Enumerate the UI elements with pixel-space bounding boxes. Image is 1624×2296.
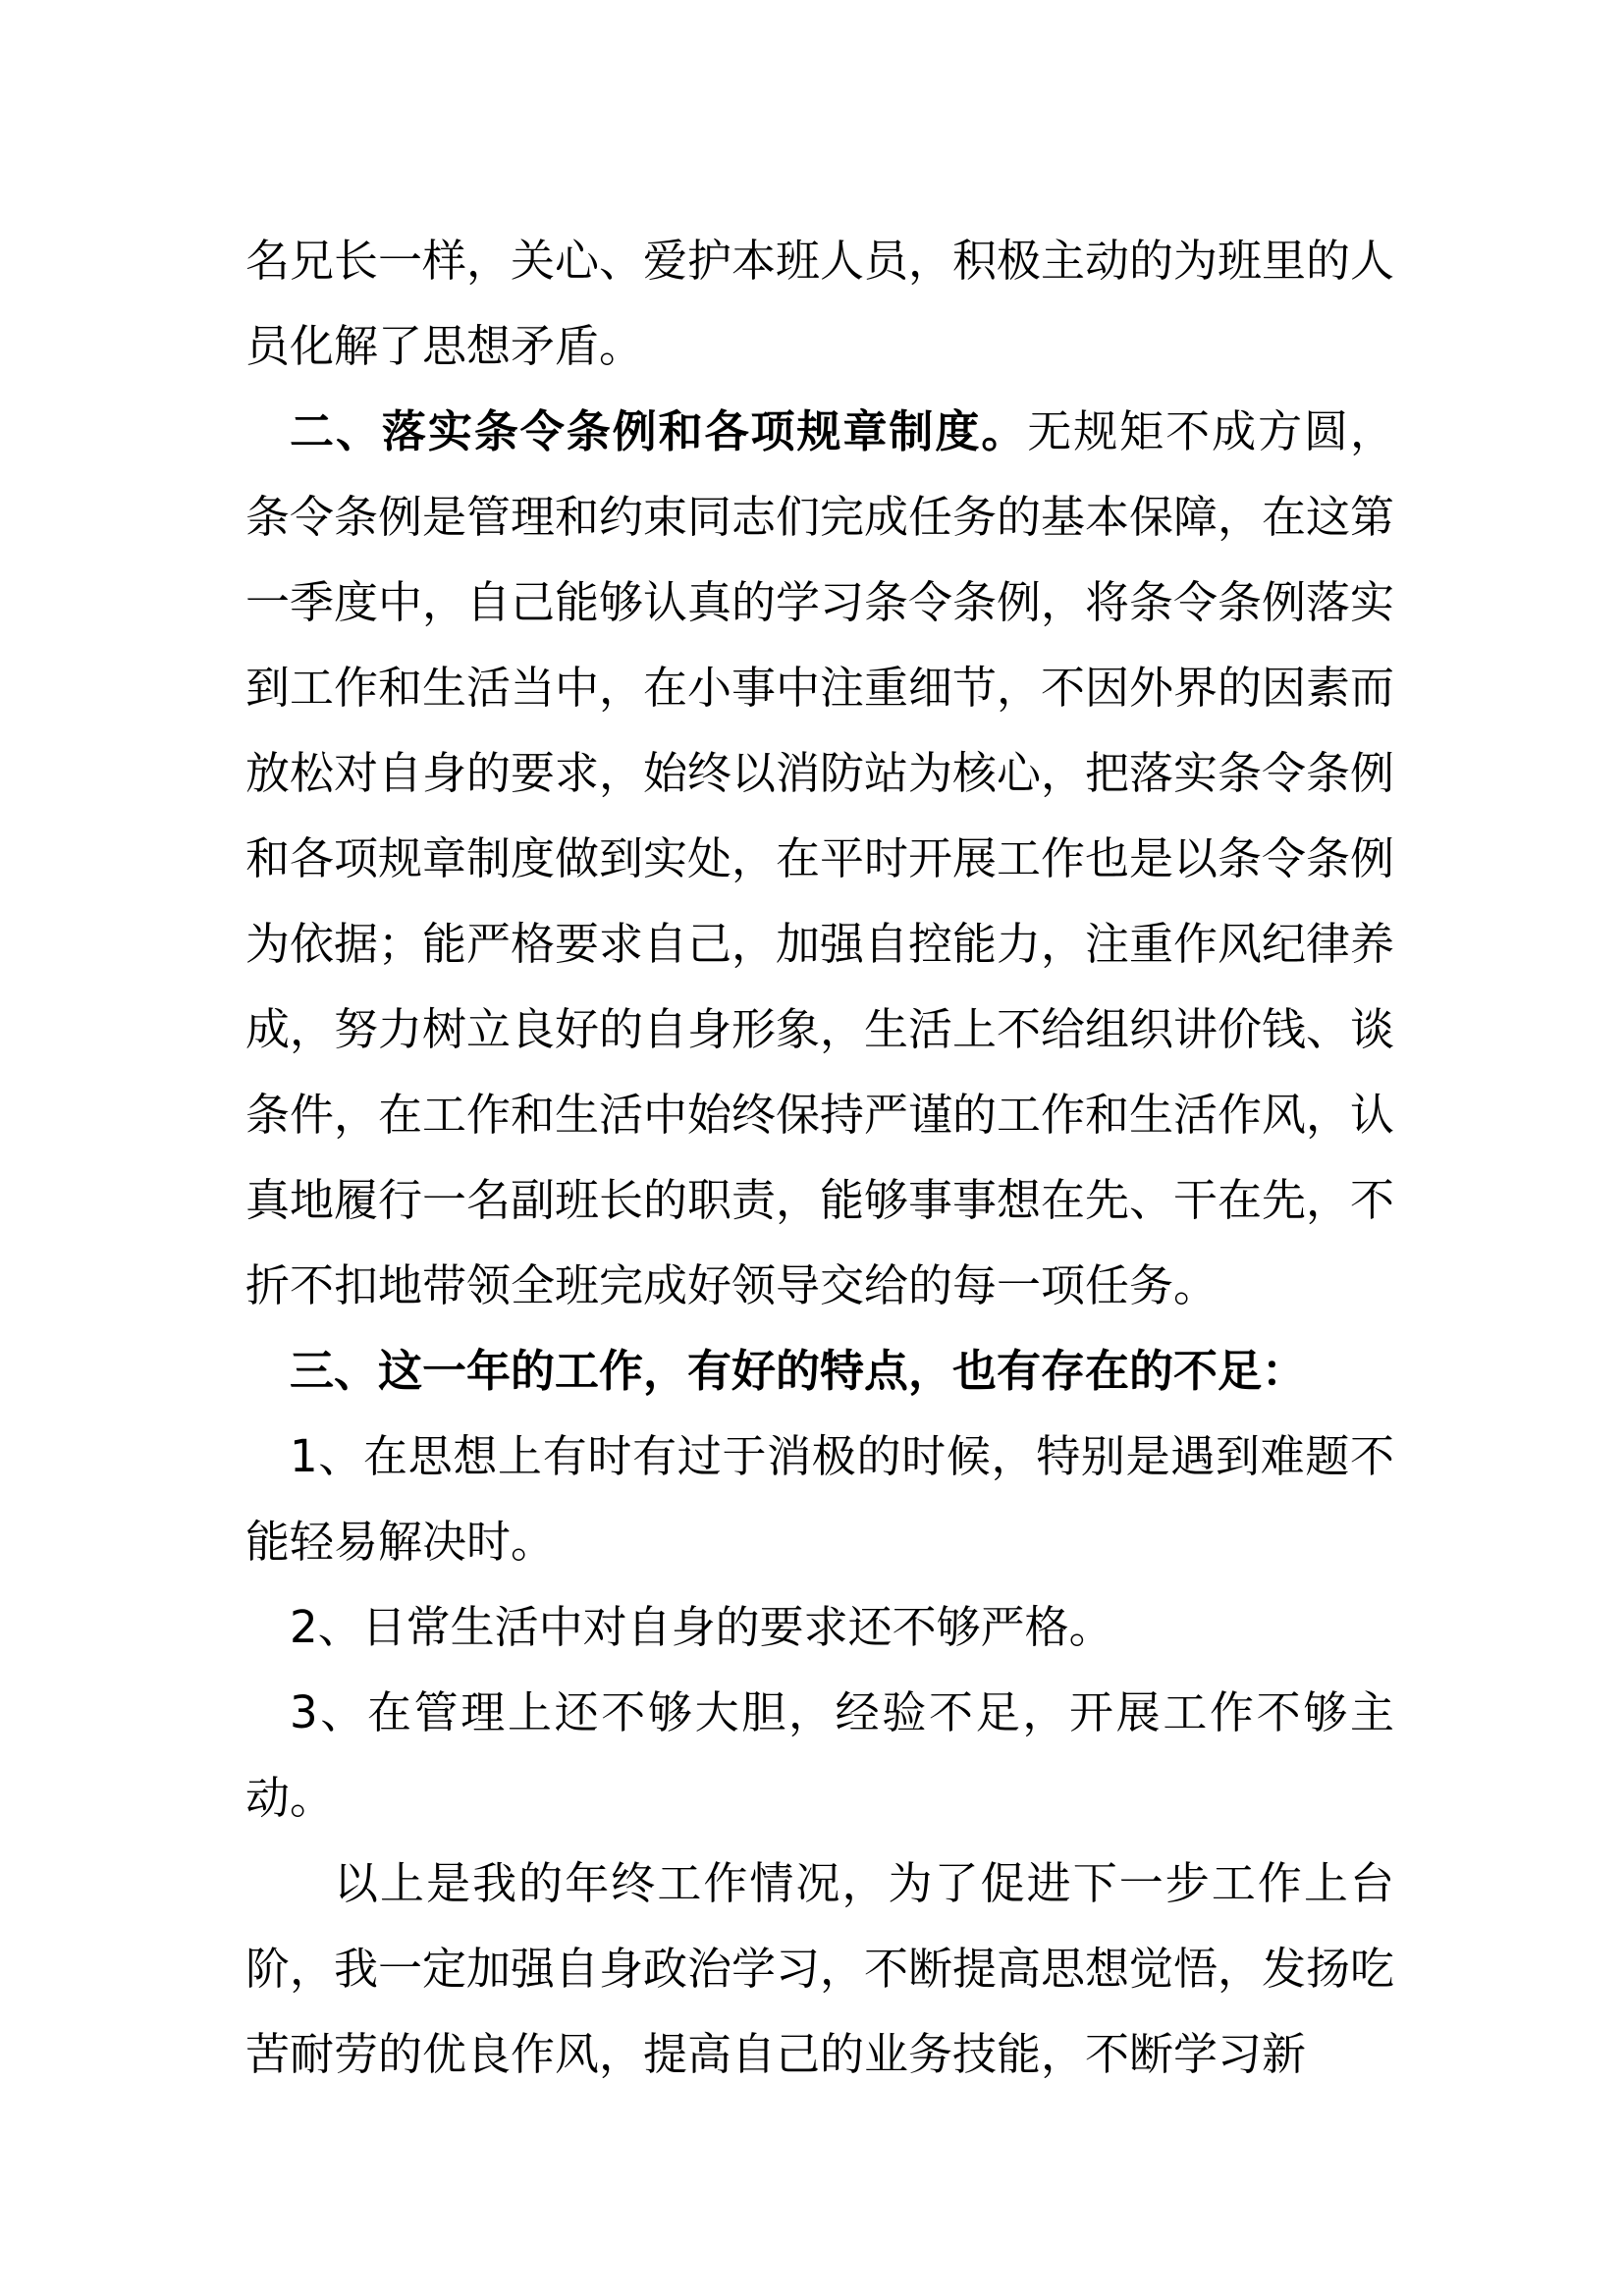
list-item-text: 2、日常生活中对自身的要求还不够严格。 — [290, 1601, 1113, 1653]
paragraph-text: 名兄长一样，关心、爱护本班人员，积极主动的为班里的人员化解了思想矛盾。 — [245, 235, 1395, 372]
section-heading: 二、落实条令条例和各项规章制度。 — [290, 405, 1028, 457]
paragraph-conclusion — [245, 1841, 1394, 2097]
list-item — [245, 1414, 1394, 1584]
list-item-text: 1、在思想上有时有过于消极的时候，特别是遇到难题不能轻易解决时。 — [245, 1430, 1394, 1568]
paragraph-section-three — [245, 1328, 1394, 1414]
paragraph-section-two — [245, 389, 1394, 1328]
section-heading: 三、这一年的工作，有好的特点，也有存在的不足： — [290, 1345, 1307, 1397]
document-body — [245, 218, 1394, 2097]
list-item — [245, 1670, 1394, 1841]
paragraph-text: 无规矩不成方圆，条令条例是管理和约束同志们完成任务的基本保障，在这第一季度中，自己能够认真的学习条令条例，将条令条例落实到工作和生活当中，在小事中注重细节，不因外界的因素而放松对自身的要求，始终以消防站为核心，把落实条令条例和各项规章制度做到实处，在平时开展工作也是以条令条例为依据；能严格要求自己，加强自控能力，注重作风纪律养成，努力树立良好的自身形象，生活上不给组织讲价钱、谈条件，在工作和生活中始终保持严谨的工作和生活作风，认真地履行一名副班长的职责，能够事事想在先、干在先，不折不扣地带领全班完成好领导交给的每一项任务。 — [245, 405, 1395, 1311]
paragraph-text: 以上是我的年终工作情况，为了促进下一步工作上台阶，我一定加强自身政治学习，不断提高思想觉悟，发扬吃苦耐劳的优良作风，提高自己的业务技能，不断学习新 — [245, 1857, 1395, 2080]
paragraph-continuation — [245, 218, 1394, 389]
list-item-text: 3、在管理上还不够大胆，经验不足，开展工作不够主动。 — [245, 1686, 1394, 1824]
list-item — [245, 1584, 1394, 1670]
